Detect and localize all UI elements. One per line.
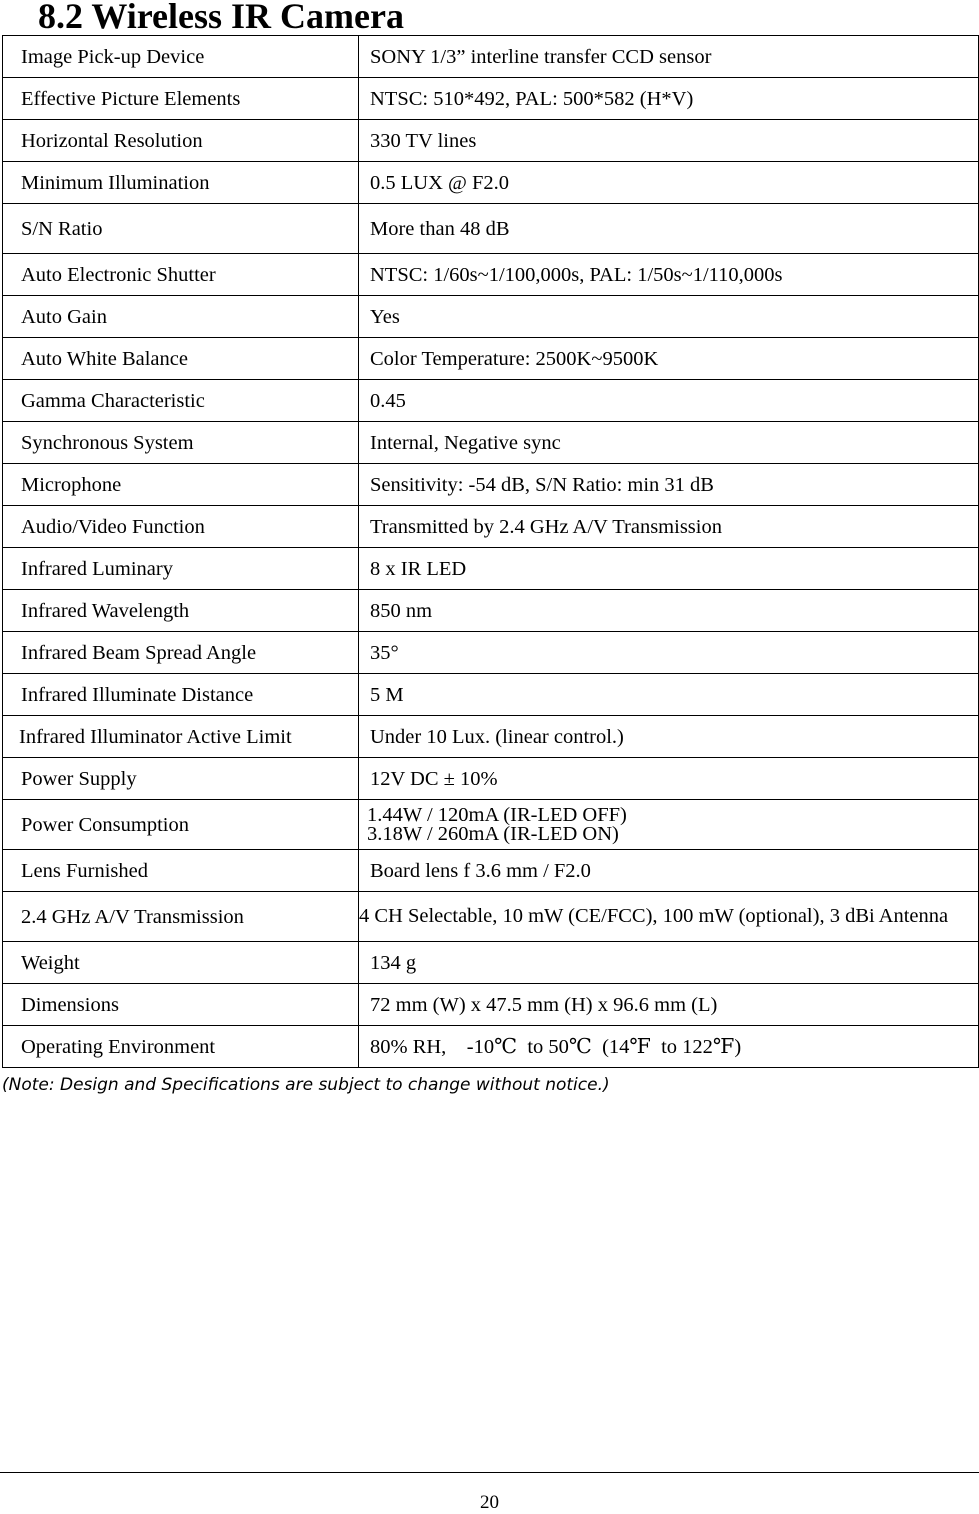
spec-value [359, 892, 979, 942]
spec-row [3, 162, 979, 204]
spec-label: Infrared Illuminate Distance [3, 674, 359, 716]
spec-value [359, 984, 979, 1026]
spec-label: Auto Gain [3, 296, 359, 338]
spec-label: Auto Electronic Shutter [3, 254, 359, 296]
section-title: 8.2 Wireless IR Camera [38, 0, 404, 36]
spec-value-line: Transmitted by 2.4 GHz A/V Transmission [370, 515, 722, 538]
spec-value-line: NTSC: 1/60s~1/100,000s, PAL: 1/50s~1/110,000s [370, 263, 783, 286]
spec-value [359, 254, 979, 296]
spec-value [359, 674, 979, 716]
spec-row [3, 464, 979, 506]
spec-value [359, 204, 979, 254]
spec-row [3, 758, 979, 800]
spec-value [359, 590, 979, 632]
spec-label: Infrared Illuminator Active Limit [3, 716, 359, 758]
spec-label: Microphone [3, 464, 359, 506]
spec-label: Dimensions [3, 984, 359, 1026]
spec-row [3, 296, 979, 338]
spec-row [3, 850, 979, 892]
spec-label: 2.4 GHz A/V Transmission [3, 892, 359, 942]
spec-row [3, 548, 979, 590]
spec-row [3, 892, 979, 942]
spec-value-line: 3.18W / 260mA (IR-LED ON) [367, 822, 619, 845]
spec-value [359, 716, 979, 758]
spec-value-line: Sensitivity: -54 dB, S/N Ratio: min 31 dB [370, 473, 714, 496]
spec-value-line: 1.44W / 120mA (IR-LED OFF) [367, 803, 627, 826]
spec-row [3, 78, 979, 120]
spec-row [3, 204, 979, 254]
spec-label: Gamma Characteristic [3, 380, 359, 422]
spec-value-line: 0.5 LUX @ F2.0 [370, 171, 510, 194]
spec-value-line: SONY 1/3” interline transfer CCD sensor [370, 45, 712, 68]
spec-label: Synchronous System [3, 422, 359, 464]
spec-label: Auto White Balance [3, 338, 359, 380]
spec-row [3, 590, 979, 632]
spec-value-line: More than 48 dB [370, 217, 510, 240]
spec-row [3, 800, 979, 850]
spec-value [359, 800, 979, 850]
spec-label: Infrared Wavelength [3, 590, 359, 632]
spec-value-line: Board lens f 3.6 mm / F2.0 [370, 859, 591, 882]
spec-value [359, 632, 979, 674]
disclaimer-note: (Note: Design and Specifications are subject to change without notice.) [2, 1075, 610, 1095]
spec-value-line: 330 TV lines [370, 129, 477, 152]
spec-value [359, 464, 979, 506]
spec-value [359, 338, 979, 380]
spec-value-line: Internal, Negative sync [370, 431, 561, 454]
spec-row [3, 120, 979, 162]
spec-value-line: NTSC: 510*492, PAL: 500*582 (H*V) [370, 87, 694, 110]
spec-value-line: 5 M [370, 683, 404, 706]
spec-value-line: 4 CH Selectable, 10 mW (CE/FCC), 100 mW (optional), 3 dBi Antenna [359, 905, 949, 927]
spec-label: Lens Furnished [3, 850, 359, 892]
spec-value [359, 120, 979, 162]
spec-value-line: 35° [370, 641, 399, 664]
spec-row [3, 1026, 979, 1068]
spec-value [359, 942, 979, 984]
spec-label: Power Consumption [3, 800, 359, 850]
spec-value [359, 380, 979, 422]
spec-value [359, 296, 979, 338]
spec-value-line: 12V DC ± 10% [370, 767, 498, 790]
spec-row [3, 716, 979, 758]
spec-label: Operating Environment [3, 1026, 359, 1068]
spec-row [3, 506, 979, 548]
spec-value [359, 422, 979, 464]
spec-value-line: 80% RH, -10℃ to 50℃ (14℉ to 122℉) [370, 1035, 742, 1058]
spec-label: Power Supply [3, 758, 359, 800]
spec-label: Weight [3, 942, 359, 984]
spec-label: Infrared Luminary [3, 548, 359, 590]
spec-row [3, 380, 979, 422]
spec-value [359, 850, 979, 892]
spec-label: Minimum Illumination [3, 162, 359, 204]
spec-value [359, 78, 979, 120]
spec-row [3, 254, 979, 296]
spec-value-line: 134 g [370, 951, 417, 974]
spec-value-line: Color Temperature: 2500K~9500K [370, 347, 659, 370]
spec-value-line: 0.45 [370, 389, 406, 412]
spec-value [359, 506, 979, 548]
spec-row [3, 984, 979, 1026]
spec-row [3, 632, 979, 674]
spec-row [3, 338, 979, 380]
specifications-table [2, 35, 979, 1068]
spec-row [3, 942, 979, 984]
spec-value-line: 72 mm (W) x 47.5 mm (H) x 96.6 mm (L) [370, 993, 718, 1016]
footer-divider [0, 1472, 979, 1473]
spec-label: S/N Ratio [3, 204, 359, 254]
spec-value [359, 548, 979, 590]
spec-row [3, 674, 979, 716]
spec-label: Effective Picture Elements [3, 78, 359, 120]
spec-row [3, 36, 979, 78]
spec-label: Horizontal Resolution [3, 120, 359, 162]
spec-value [359, 162, 979, 204]
spec-label: Audio/Video Function [3, 506, 359, 548]
spec-value [359, 1026, 979, 1068]
spec-value [359, 758, 979, 800]
spec-label: Infrared Beam Spread Angle [3, 632, 359, 674]
spec-value-line: 8 x IR LED [370, 557, 467, 580]
spec-value-line: 850 nm [370, 599, 433, 622]
spec-value-line: Under 10 Lux. (linear control.) [370, 725, 624, 748]
spec-label: Image Pick-up Device [3, 36, 359, 78]
page-number: 20 [480, 1492, 499, 1513]
spec-value-line: Yes [370, 305, 400, 328]
spec-value [359, 36, 979, 78]
spec-row [3, 422, 979, 464]
